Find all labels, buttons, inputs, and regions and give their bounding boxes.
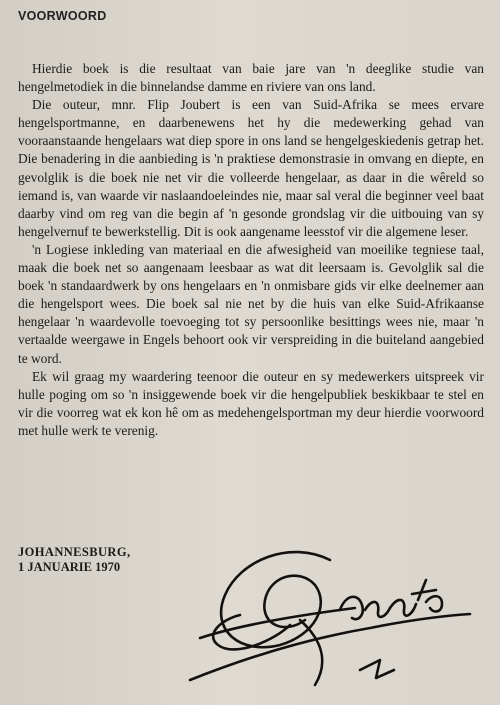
paragraph-1: Hierdie boek is die resultaat van baie jare van 'n deeglike studie van hengelmetodiek in die binnelandse damme en riviere van ons land. (18, 61, 484, 95)
paragraph-4: Ek wil graag my waardering teenoor die outeur en sy medewerkers uitspreek vir hulle poging om so 'n insiggewende boek vir die hengelpubliek beskikbaar te stel en vir die voorreg wat ek kon hê om as medehengelsportman my deur hierdie voorwoord met hulle werk te verenig. (18, 368, 484, 438)
handwritten-signature (180, 520, 480, 700)
paragraph-2: Die outeur, mnr. Flip Joubert is een van Suid-Afrika se mees ervare hengelsportmanne, en daarbenewens het hy die medewerking gehad van vooraanstaande hengelaars wat diep spore in ons land se hengelgeskiedenis getrap het. Die benadering in die aanbieding is 'n praktiese demonstrasie in omvang en diepte, en gevolglik is die boek nie net vir die volleerde hengelaar, as daar in die wêreld so iemand is, van waarde vir naslaandoeleindes nie, maar sal veral die beginner veel baat daarby vind om reg van die begin af 'n gesonde grondslag vir die uitbouing van sy hengelvernuf te bewerkstellig. Dit is ook aangename leesstof vir die algemene leser. (18, 97, 484, 239)
page-heading: VOORWOORD (18, 9, 107, 23)
paragraph-3: 'n Logiese inkleding van materiaal en die afwesigheid van moeilike tegniese taal, maak die boek net so aangenaam leesbaar as wat dit leersaam is. Gevolglik sal die boek 'n standaardwerk by ons hengelaars en 'n onmisbare gids vir elke deelnemer aan die hengelsport wees. Die boek sal nie net by die huis van elke Suid-Afrikaanse hengelaar 'n waardevolle toevoeging tot sy persoonlike besittings wees nie, maar 'n vertaalde weergawe in Engels behoort ook vir verspreiding in die buiteland aangebied te word. (18, 241, 484, 366)
foreword-body (18, 60, 484, 440)
signoff-place: JOHANNESBURG, (18, 545, 131, 559)
signoff-block (18, 545, 131, 575)
signoff-date: 1 JANUARIE 1970 (18, 560, 121, 574)
